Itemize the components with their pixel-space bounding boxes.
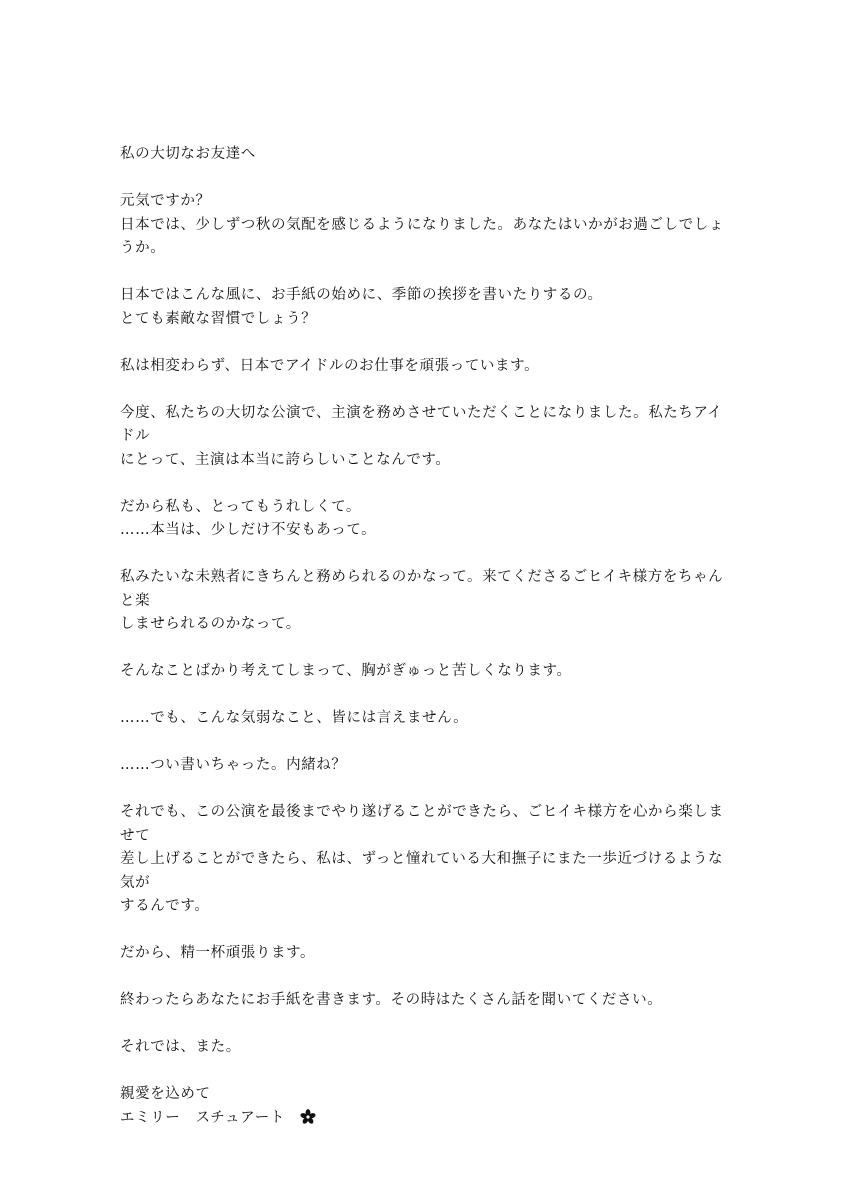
text-line: だから私も、とってもうれしくて。 — [120, 498, 362, 515]
paragraph-8 — [120, 707, 732, 731]
text-line: とても素敵な習慣でしょう？ — [120, 310, 317, 327]
letter-salutation: 私の大切なお友達へ — [120, 146, 256, 162]
text-line: しませられるのかなって。 — [120, 616, 301, 632]
paragraph-9 — [120, 754, 732, 778]
signature-block — [120, 1083, 732, 1130]
signature-row — [120, 1107, 732, 1131]
paragraph-11 — [120, 942, 732, 966]
text-line: ……つい書いちゃった。内緒ね？ — [120, 757, 347, 773]
text-line: 私は相変わらず、日本でアイドルのお仕事を頑張っています。 — [120, 357, 540, 374]
text-line: それでも、この公演を最後までやり遂げることができたら、ごヒイキ様方を心から楽しませて — [120, 804, 724, 844]
text-line: 差し上げることができたら、私は、ずっと憧れている大和撫子にまた一歩近づけるような気が — [120, 851, 724, 891]
text-line: 今度、私たちの大切な公演で、主演を務めさせていただくことになりました。私たちアイドル — [120, 404, 723, 444]
signature-name: エミリー スチュアート — [120, 1109, 285, 1126]
paragraph-13 — [120, 1036, 732, 1060]
paragraph-1 — [120, 190, 732, 261]
text-line: するんです。 — [120, 898, 210, 914]
paragraph-5 — [120, 496, 732, 543]
paragraph-10 — [120, 801, 732, 919]
text-line: 日本では、少しずつ秋の気配を感じるようになりました。あなたはいかがお過ごしでしょうか。 — [120, 216, 724, 256]
text-line: 終わったらあなたにお手紙を書きます。その時はたくさん話を聞いてください。 — [120, 992, 663, 1008]
text-line: ……でも、こんな気弱なこと、皆には言えません。 — [120, 710, 469, 726]
letter-closing: 親愛を込めて — [120, 1086, 211, 1102]
text-line: 私みたいな未熟者にきちんと務められるのかなって。来てくださるごヒイキ様方をちゃんと楽 — [120, 569, 724, 609]
paragraph-2 — [120, 284, 732, 331]
text-line: だから、精一杯頑張ります。 — [120, 945, 316, 961]
text-line: そんなことばかり考えてしまって、胸がぎゅっと苦しくなります。 — [120, 663, 572, 679]
text-line: 元気ですか？ — [120, 193, 211, 209]
paragraph-3 — [120, 355, 732, 379]
text-line: ……本当は、少しだけ不安もあって。 — [120, 522, 377, 538]
letter-body — [120, 143, 732, 1130]
flower-icon — [300, 1109, 316, 1125]
paragraph-6 — [120, 566, 732, 637]
text-line: にとって、主演は本当に誇らしいことなんです。 — [120, 451, 451, 468]
paragraph-12 — [120, 989, 732, 1013]
text-line: それでは、また。 — [120, 1039, 241, 1055]
text-line: 日本ではこんな風に、お手紙の始めに、季節の挨拶を書いたりするの。 — [120, 287, 603, 303]
paragraph-7 — [120, 660, 732, 684]
paragraph-4 — [120, 402, 732, 473]
